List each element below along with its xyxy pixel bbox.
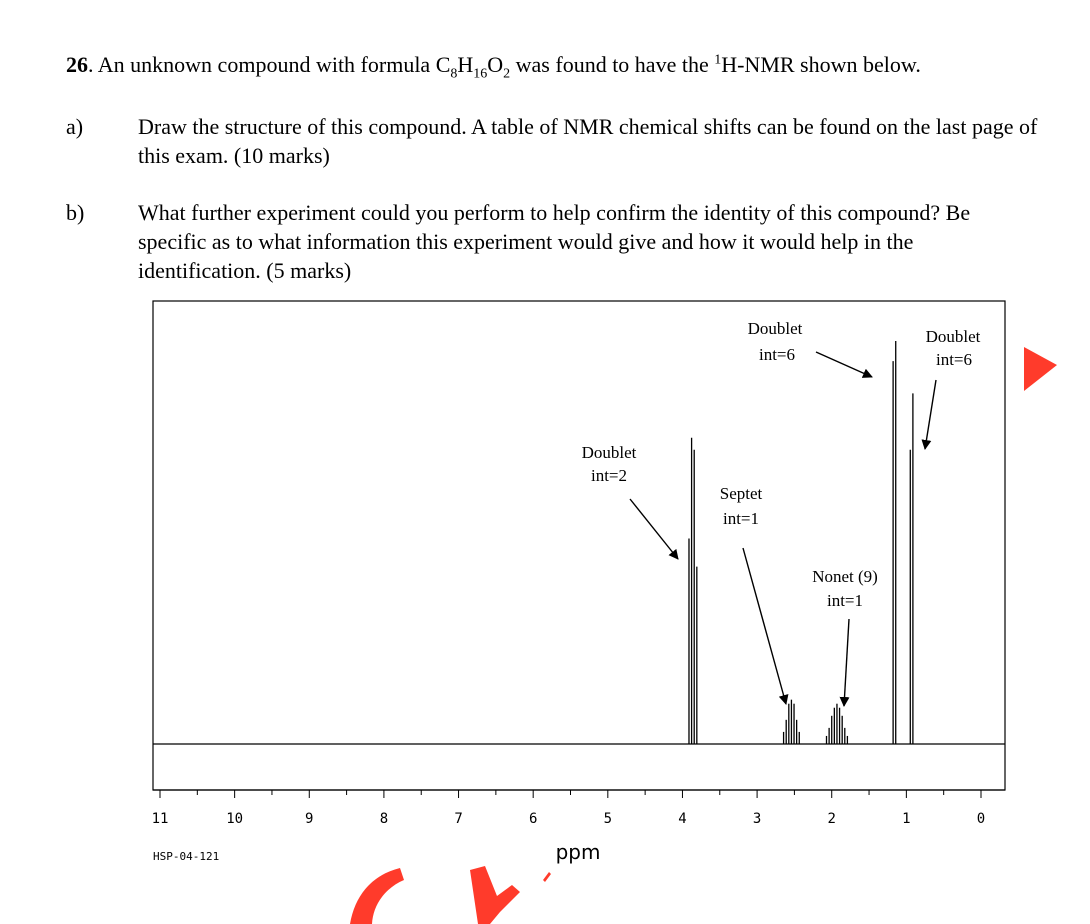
x-tick-label: 7 (454, 811, 463, 827)
annotation-label: Doublet (925, 327, 981, 346)
x-tick-label: 10 (226, 811, 244, 827)
annotation-arrow (816, 352, 872, 377)
x-tick-label: 11 (151, 811, 169, 827)
x-tick-label: 8 (379, 811, 389, 827)
question-title: 26. An unknown compound with formula $C_8H_{16}O_2$ was found to have the $^1$H-NMR shown below. (66, 52, 921, 82)
part-b-letter: b) (66, 200, 85, 225)
annotation-label: Septet (719, 484, 763, 503)
x-tick-label: 4 (678, 811, 687, 827)
annotation-arrow (743, 548, 786, 704)
x-tick-labels (152, 811, 986, 827)
annotation-int: int=6 (935, 350, 973, 369)
annotation-int: int=1 (722, 509, 760, 528)
annotation-arrow (925, 380, 936, 449)
x-axis-label: ppm (555, 840, 601, 864)
x-tick-label: 9 (305, 811, 314, 827)
x-tick-label: 1 (902, 811, 911, 827)
annotation-int: int=1 (826, 591, 864, 610)
footer-id-label: HSP-04-121 (153, 850, 220, 863)
x-ticks (160, 790, 981, 798)
x-tick-label: 2 (827, 811, 836, 827)
question-number: 26 (66, 52, 88, 77)
x-tick-label: 3 (752, 811, 762, 827)
annotation-int: int=2 (590, 466, 628, 485)
part-b-text: What further experiment could you perform to help confirm the identity of this compound? Be specific as to what information this experiment would give and how it would help in the identification. (5 marks) (138, 200, 971, 283)
x-tick-label: 5 (603, 811, 613, 827)
annotation-label: Doublet (747, 319, 803, 338)
annotation-label: Doublet (581, 443, 637, 462)
annotation-arrow (630, 499, 678, 559)
part-a-text: Draw the structure of this compound. A table of NMR chemical shifts can be found on the last page of this exam. (10 marks) (138, 114, 1038, 168)
annotation-arrow (844, 619, 849, 706)
annotation-int: int=6 (758, 345, 796, 364)
x-tick-label: 6 (528, 811, 538, 827)
part-a-letter: a) (66, 114, 84, 139)
watermark (350, 347, 1057, 924)
annotation-label: Nonet (9) (812, 567, 878, 586)
peak-group (689, 341, 913, 744)
plot-frame (153, 301, 1005, 790)
x-tick-label: 0 (976, 811, 986, 827)
